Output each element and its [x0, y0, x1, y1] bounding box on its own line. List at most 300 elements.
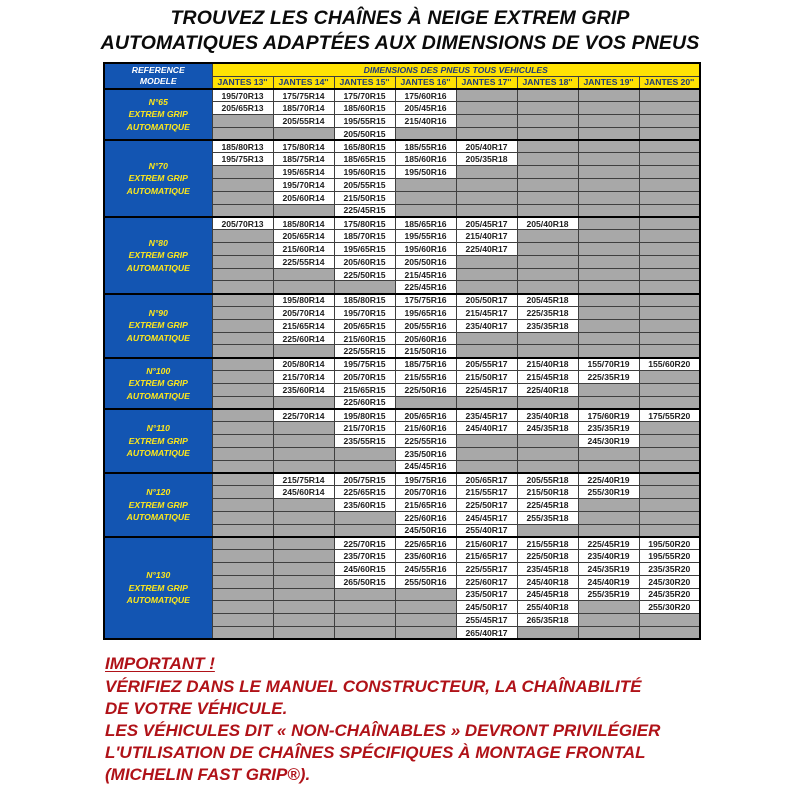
header-row-dimensions	[104, 63, 700, 76]
tire-size-cell: 185/80R15	[334, 294, 395, 307]
table-body	[104, 89, 700, 639]
empty-cell	[639, 191, 700, 204]
empty-cell	[273, 447, 334, 460]
empty-cell	[456, 255, 517, 268]
tire-size-cell: 205/65R15	[334, 319, 395, 332]
model-label-line: EXTREM GRIP	[128, 173, 188, 184]
important-line: DE VOTRE VÉHICULE.	[105, 699, 288, 718]
tire-size-cell: 175/60R16	[395, 89, 456, 102]
empty-cell	[578, 383, 639, 396]
table-row	[104, 409, 700, 422]
empty-cell	[212, 268, 273, 281]
empty-cell	[456, 281, 517, 294]
header-jantes-15: JANTES 15''	[334, 76, 395, 89]
page-title-line-1: TROUVEZ LES CHAÎNES À NEIGE EXTREM GRIP	[170, 7, 630, 29]
table-row	[104, 217, 700, 230]
empty-cell	[456, 127, 517, 140]
tire-size-cell: 205/60R16	[395, 332, 456, 345]
model-label-line: EXTREM GRIP	[128, 582, 188, 593]
tire-size-cell: 235/40R18	[517, 409, 578, 422]
tire-size-cell: 225/55R17	[456, 562, 517, 575]
table-header	[104, 63, 700, 89]
tire-size-cell: 175/70R15	[334, 89, 395, 102]
empty-cell	[212, 281, 273, 294]
empty-cell	[639, 447, 700, 460]
tire-size-cell: 225/45R16	[395, 281, 456, 294]
tire-size-cell: 205/65R17	[456, 473, 517, 486]
empty-cell	[212, 486, 273, 499]
empty-cell	[578, 499, 639, 512]
empty-cell	[578, 614, 639, 627]
empty-cell	[212, 371, 273, 384]
empty-cell	[639, 435, 700, 448]
empty-cell	[212, 358, 273, 371]
header-jantes-14: JANTES 14''	[273, 76, 334, 89]
tire-size-cell: 205/50R17	[456, 294, 517, 307]
tire-size-cell: 195/70R13	[212, 89, 273, 102]
model-label-line: N°100	[146, 365, 171, 376]
empty-cell	[517, 127, 578, 140]
empty-cell	[456, 396, 517, 409]
model-label-line: AUTOMATIQUE	[126, 185, 190, 196]
tire-size-cell: 245/45R17	[456, 511, 517, 524]
tire-size-cell: 235/55R15	[334, 435, 395, 448]
tire-size-cell: 215/65R16	[395, 499, 456, 512]
empty-cell	[334, 447, 395, 460]
empty-cell	[273, 626, 334, 639]
empty-cell	[273, 281, 334, 294]
empty-cell	[395, 396, 456, 409]
tire-size-cell: 205/40R17	[456, 140, 517, 153]
tire-size-cell: 185/75R16	[395, 358, 456, 371]
model-label-line: N°120	[146, 487, 171, 498]
empty-cell	[456, 179, 517, 192]
model-label-line: N°80	[148, 237, 168, 248]
tire-size-cell: 185/70R14	[273, 102, 334, 115]
empty-cell	[212, 409, 273, 422]
tire-size-cell: 215/50R16	[395, 345, 456, 358]
tire-size-cell: 245/45R18	[517, 588, 578, 601]
empty-cell	[517, 332, 578, 345]
tire-size-cell: 225/70R15	[334, 537, 395, 550]
tire-size-cell: 215/40R16	[395, 115, 456, 128]
model-label-line: N°65	[148, 96, 168, 107]
tire-size-cell: 245/60R14	[273, 486, 334, 499]
empty-cell	[212, 575, 273, 588]
tire-size-cell: 195/60R15	[334, 166, 395, 179]
empty-cell	[334, 511, 395, 524]
empty-cell	[456, 89, 517, 102]
tire-size-cell: 185/55R16	[395, 140, 456, 153]
tire-size-cell: 205/55R16	[395, 319, 456, 332]
tire-size-cell: 225/65R16	[395, 537, 456, 550]
tire-size-cell: 175/80R15	[334, 217, 395, 230]
tire-size-cell: 265/40R17	[456, 626, 517, 639]
tire-size-cell: 215/55R18	[517, 537, 578, 550]
tire-size-cell: 225/60R14	[273, 332, 334, 345]
tire-size-cell: 245/55R16	[395, 562, 456, 575]
tire-size-cell: 185/65R16	[395, 217, 456, 230]
model-label-n130	[104, 537, 212, 639]
empty-cell	[273, 422, 334, 435]
model-label-n90	[104, 294, 212, 358]
tire-size-cell: 195/65R15	[334, 243, 395, 256]
tire-size-cell: 225/55R14	[273, 255, 334, 268]
model-label-n110	[104, 409, 212, 473]
empty-cell	[578, 319, 639, 332]
page-title	[0, 6, 800, 56]
tire-size-cell: 215/65R15	[334, 383, 395, 396]
tire-size-cell: 225/70R14	[273, 409, 334, 422]
model-label-line: AUTOMATIQUE	[126, 332, 190, 343]
tire-size-cell: 225/60R15	[334, 396, 395, 409]
tire-size-cell: 215/60R16	[395, 422, 456, 435]
table-row	[104, 358, 700, 371]
tire-size-cell: 215/40R17	[456, 230, 517, 243]
tire-size-cell: 195/80R15	[334, 409, 395, 422]
important-heading: IMPORTANT !	[105, 654, 215, 673]
empty-cell	[578, 601, 639, 614]
empty-cell	[212, 435, 273, 448]
empty-cell	[639, 243, 700, 256]
empty-cell	[639, 371, 700, 384]
empty-cell	[639, 115, 700, 128]
empty-cell	[212, 460, 273, 473]
empty-cell	[212, 243, 273, 256]
model-label-line: N°90	[148, 307, 168, 318]
tire-size-cell: 195/55R20	[639, 550, 700, 563]
empty-cell	[456, 447, 517, 460]
tire-size-cell: 205/60R15	[334, 255, 395, 268]
empty-cell	[273, 588, 334, 601]
tire-size-cell: 195/50R20	[639, 537, 700, 550]
tire-size-cell: 235/70R15	[334, 550, 395, 563]
tire-size-cell: 225/35R18	[517, 307, 578, 320]
empty-cell	[639, 383, 700, 396]
tire-size-cell: 205/55R14	[273, 115, 334, 128]
tire-size-cell: 205/45R16	[395, 102, 456, 115]
empty-cell	[273, 601, 334, 614]
empty-cell	[334, 626, 395, 639]
empty-cell	[395, 626, 456, 639]
empty-cell	[578, 307, 639, 320]
tire-size-cell: 215/65R14	[273, 319, 334, 332]
tire-size-cell: 205/55R18	[517, 473, 578, 486]
tire-size-cell: 165/80R15	[334, 140, 395, 153]
tire-size-cell: 225/45R19	[578, 537, 639, 550]
tire-size-cell: 175/75R14	[273, 89, 334, 102]
important-line: (MICHELIN FAST GRIP®).	[105, 765, 311, 784]
tire-size-cell: 185/60R15	[334, 102, 395, 115]
page-title-line-2: AUTOMATIQUES ADAPTÉES AUX DIMENSIONS DE VOS PNEUS	[100, 32, 700, 54]
tire-size-cell: 245/45R16	[395, 460, 456, 473]
empty-cell	[212, 562, 273, 575]
empty-cell	[517, 153, 578, 166]
tire-size-cell: 245/40R18	[517, 575, 578, 588]
tire-size-cell: 215/50R15	[334, 191, 395, 204]
tire-size-cell: 195/70R14	[273, 179, 334, 192]
tire-size-cell: 235/45R17	[456, 409, 517, 422]
table-row	[104, 473, 700, 486]
empty-cell	[395, 179, 456, 192]
tire-size-cell: 205/65R16	[395, 409, 456, 422]
tire-size-cell: 225/40R17	[456, 243, 517, 256]
model-label-line: EXTREM GRIP	[128, 378, 188, 389]
empty-cell	[212, 230, 273, 243]
tire-size-cell: 185/75R14	[273, 153, 334, 166]
tire-size-cell: 215/60R17	[456, 537, 517, 550]
empty-cell	[456, 191, 517, 204]
tire-size-cell: 215/45R16	[395, 268, 456, 281]
tire-size-cell: 225/50R17	[456, 499, 517, 512]
tire-size-cell: 205/70R16	[395, 486, 456, 499]
empty-cell	[517, 102, 578, 115]
empty-cell	[639, 294, 700, 307]
empty-cell	[639, 499, 700, 512]
empty-cell	[456, 332, 517, 345]
empty-cell	[334, 281, 395, 294]
empty-cell	[639, 473, 700, 486]
tire-size-cell: 215/55R17	[456, 486, 517, 499]
tire-size-cell: 215/60R14	[273, 243, 334, 256]
tire-size-cell: 255/30R20	[639, 601, 700, 614]
empty-cell	[578, 524, 639, 537]
empty-cell	[212, 345, 273, 358]
tire-size-cell: 205/60R14	[273, 191, 334, 204]
tire-size-cell: 215/50R18	[517, 486, 578, 499]
empty-cell	[273, 614, 334, 627]
empty-cell	[456, 268, 517, 281]
tire-size-cell: 155/60R20	[639, 358, 700, 371]
empty-cell	[578, 255, 639, 268]
tire-size-cell: 235/40R17	[456, 319, 517, 332]
empty-cell	[212, 537, 273, 550]
empty-cell	[517, 204, 578, 217]
empty-cell	[212, 294, 273, 307]
empty-cell	[578, 153, 639, 166]
important-line: VÉRIFIEZ DANS LE MANUEL CONSTRUCTEUR, LA CHAÎNABILITÉ	[105, 677, 642, 696]
empty-cell	[212, 332, 273, 345]
tire-size-cell: 245/60R15	[334, 562, 395, 575]
tire-size-cell: 235/60R16	[395, 550, 456, 563]
empty-cell	[273, 550, 334, 563]
tire-size-cell: 195/60R16	[395, 243, 456, 256]
tire-size-cell: 205/80R14	[273, 358, 334, 371]
empty-cell	[273, 562, 334, 575]
tire-size-cell: 205/70R15	[334, 371, 395, 384]
empty-cell	[517, 460, 578, 473]
tire-size-cell: 205/55R17	[456, 358, 517, 371]
tire-size-cell: 265/35R18	[517, 614, 578, 627]
model-label-n120	[104, 473, 212, 537]
model-label-line: AUTOMATIQUE	[126, 121, 190, 132]
tire-size-cell: 225/35R19	[578, 371, 639, 384]
tire-size-cell: 215/70R14	[273, 371, 334, 384]
tire-size-cell: 245/35R19	[578, 562, 639, 575]
empty-cell	[517, 281, 578, 294]
tire-size-cell: 235/45R18	[517, 562, 578, 575]
tire-size-cell: 255/35R18	[517, 511, 578, 524]
tire-size-cell: 195/50R16	[395, 166, 456, 179]
empty-cell	[639, 614, 700, 627]
header-jantes-18: JANTES 18''	[517, 76, 578, 89]
empty-cell	[273, 524, 334, 537]
empty-cell	[639, 396, 700, 409]
important-notice	[105, 653, 745, 786]
tire-size-cell: 245/50R16	[395, 524, 456, 537]
model-label-line: EXTREM GRIP	[128, 435, 188, 446]
tire-size-cell: 195/65R16	[395, 307, 456, 320]
tire-size-cell: 235/50R17	[456, 588, 517, 601]
model-label-n100	[104, 358, 212, 409]
empty-cell	[578, 102, 639, 115]
tire-size-cell: 225/65R15	[334, 486, 395, 499]
tire-size-cell: 255/30R19	[578, 486, 639, 499]
model-label-line: N°70	[148, 160, 168, 171]
table-row	[104, 294, 700, 307]
empty-cell	[212, 601, 273, 614]
empty-cell	[334, 588, 395, 601]
empty-cell	[212, 614, 273, 627]
empty-cell	[273, 127, 334, 140]
empty-cell	[517, 268, 578, 281]
tire-size-cell: 215/60R15	[334, 332, 395, 345]
empty-cell	[578, 217, 639, 230]
empty-cell	[212, 115, 273, 128]
empty-cell	[517, 179, 578, 192]
tire-size-cell: 225/45R17	[456, 383, 517, 396]
tire-size-cell: 205/65R14	[273, 230, 334, 243]
empty-cell	[517, 255, 578, 268]
tire-size-cell: 205/45R18	[517, 294, 578, 307]
tire-size-cell: 195/70R15	[334, 307, 395, 320]
tire-size-cell: 195/75R16	[395, 473, 456, 486]
tire-size-cell: 195/80R14	[273, 294, 334, 307]
empty-cell	[639, 626, 700, 639]
tire-size-cell: 215/50R17	[456, 371, 517, 384]
header-jantes-13: JANTES 13''	[212, 76, 273, 89]
empty-cell	[334, 614, 395, 627]
header-jantes-16: JANTES 16''	[395, 76, 456, 89]
tire-size-cell: 175/80R14	[273, 140, 334, 153]
empty-cell	[212, 204, 273, 217]
tire-size-cell: 255/40R18	[517, 601, 578, 614]
empty-cell	[273, 537, 334, 550]
tire-size-cell: 255/35R19	[578, 588, 639, 601]
empty-cell	[639, 345, 700, 358]
model-label-line: N°130	[146, 570, 171, 581]
empty-cell	[517, 243, 578, 256]
important-line: LES VÉHICULES DIT « NON-CHAÎNABLES » DEVRONT PRIVILÉGIER	[105, 721, 661, 740]
tire-size-cell: 225/45R18	[517, 499, 578, 512]
empty-cell	[517, 115, 578, 128]
empty-cell	[334, 601, 395, 614]
empty-cell	[395, 588, 456, 601]
model-label-line: AUTOMATIQUE	[126, 390, 190, 401]
empty-cell	[639, 319, 700, 332]
empty-cell	[456, 204, 517, 217]
empty-cell	[517, 435, 578, 448]
empty-cell	[334, 460, 395, 473]
empty-cell	[639, 511, 700, 524]
empty-cell	[273, 511, 334, 524]
tire-size-cell: 185/60R16	[395, 153, 456, 166]
empty-cell	[273, 460, 334, 473]
empty-cell	[212, 179, 273, 192]
empty-cell	[578, 179, 639, 192]
header-reference-modele	[104, 63, 212, 89]
model-label-n65	[104, 89, 212, 140]
empty-cell	[212, 191, 273, 204]
tire-size-cell: 265/50R15	[334, 575, 395, 588]
empty-cell	[639, 422, 700, 435]
empty-cell	[212, 255, 273, 268]
model-label-line: AUTOMATIQUE	[126, 595, 190, 606]
tire-size-cell: 215/70R15	[334, 422, 395, 435]
empty-cell	[578, 460, 639, 473]
empty-cell	[456, 345, 517, 358]
tire-size-cell: 215/45R18	[517, 371, 578, 384]
empty-cell	[578, 447, 639, 460]
model-label-line: AUTOMATIQUE	[126, 512, 190, 523]
empty-cell	[212, 588, 273, 601]
tire-size-cell: 195/75R13	[212, 153, 273, 166]
empty-cell	[395, 601, 456, 614]
empty-cell	[273, 575, 334, 588]
tire-size-cell: 205/55R15	[334, 179, 395, 192]
important-line: L'UTILISATION DE CHAÎNES SPÉCIFIQUES À MONTAGE FRONTAL	[105, 743, 646, 762]
empty-cell	[639, 153, 700, 166]
tire-size-cell: 205/70R14	[273, 307, 334, 320]
tire-size-cell: 245/30R20	[639, 575, 700, 588]
empty-cell	[517, 626, 578, 639]
empty-cell	[639, 166, 700, 179]
empty-cell	[578, 89, 639, 102]
tire-size-cell: 225/60R16	[395, 511, 456, 524]
empty-cell	[517, 191, 578, 204]
model-label-line: AUTOMATIQUE	[126, 262, 190, 273]
empty-cell	[212, 524, 273, 537]
empty-cell	[639, 460, 700, 473]
empty-cell	[212, 511, 273, 524]
empty-cell	[578, 166, 639, 179]
empty-cell	[212, 127, 273, 140]
tire-size-cell: 235/40R19	[578, 550, 639, 563]
empty-cell	[456, 115, 517, 128]
tire-size-cell: 235/60R15	[334, 499, 395, 512]
tire-size-cell: 215/65R17	[456, 550, 517, 563]
empty-cell	[639, 217, 700, 230]
tire-size-cell: 255/40R17	[456, 524, 517, 537]
tire-size-cell: 245/40R19	[578, 575, 639, 588]
tire-size-cell: 225/45R15	[334, 204, 395, 217]
empty-cell	[456, 460, 517, 473]
empty-cell	[517, 524, 578, 537]
header-dimensions: DIMENSIONS DES PNEUS TOUS VEHICULES	[212, 63, 700, 76]
empty-cell	[639, 204, 700, 217]
tire-size-cell: 215/45R17	[456, 307, 517, 320]
empty-cell	[212, 383, 273, 396]
tire-size-table	[103, 62, 701, 640]
tire-size-cell: 245/40R17	[456, 422, 517, 435]
empty-cell	[273, 499, 334, 512]
tire-size-cell: 235/60R14	[273, 383, 334, 396]
header-reference-line: REFERENCE	[131, 65, 185, 75]
tire-size-cell: 235/50R16	[395, 447, 456, 460]
model-label-line: EXTREM GRIP	[128, 250, 188, 261]
empty-cell	[395, 614, 456, 627]
empty-cell	[639, 89, 700, 102]
